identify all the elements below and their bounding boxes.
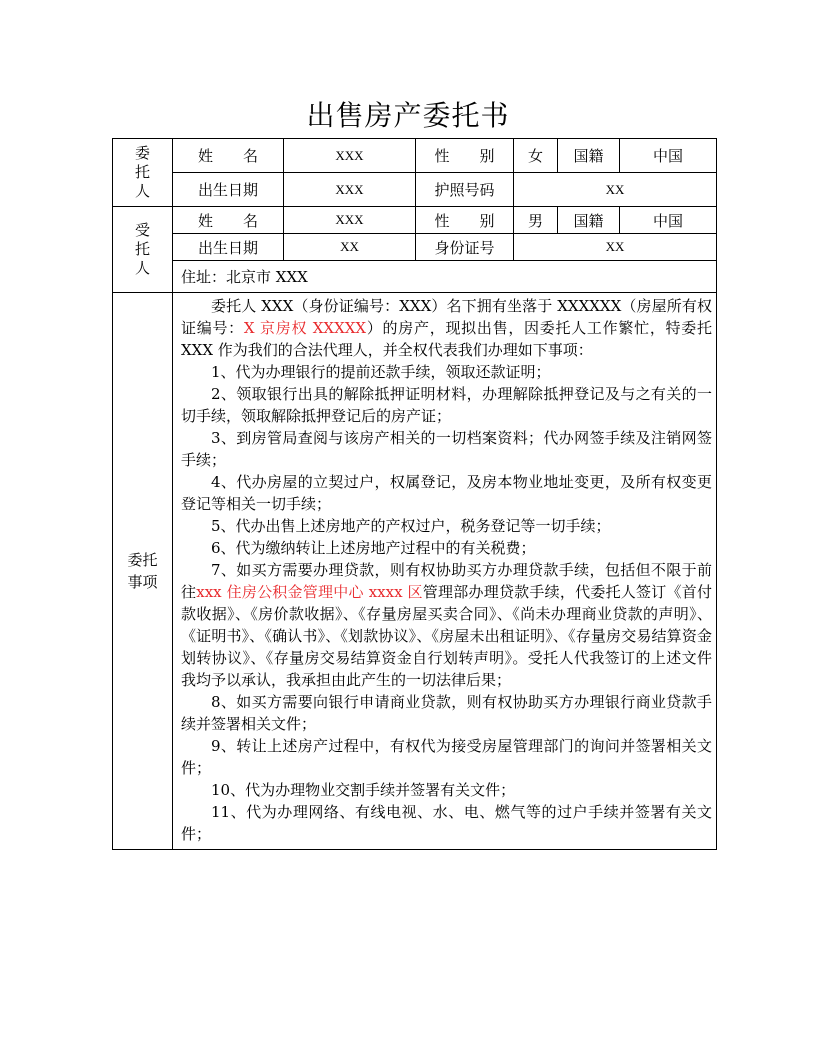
principal-name-value: XXX [284, 139, 416, 173]
matters-intro [181, 295, 712, 361]
agent-gender-value: 男 [514, 207, 558, 234]
agent-nationality-label: 国籍 [558, 207, 620, 234]
principal-nationality-value: 中国 [620, 139, 717, 173]
matter-item-10: 10、代为办理物业交割手续并签署有关文件； [211, 781, 516, 799]
matters-label-line: 委托 [127, 551, 158, 569]
matters-section-label [113, 293, 173, 850]
agent-birth-value: XX [284, 234, 416, 261]
agent-label-char: 托 [134, 240, 150, 258]
agent-birth-label: 出生日期 [173, 234, 284, 261]
principal-label-char: 委 [134, 144, 150, 162]
matter-item-6: 6、代为缴纳转让上述房地产过程中的有关税费； [211, 539, 536, 557]
matter-item-2: 2、领取银行出具的解除抵押证明材料，办理解除抵押登记及与之有关的一切手续，领取解除抵押登记后的房产证； [181, 385, 712, 425]
agent-id-label: 身份证号 [416, 234, 514, 261]
matter-item-11: 11、代为办理网络、有线电视、水、电、燃气等的过户手续并签署有关文件； [181, 803, 712, 843]
matter-item-8: 8、如买方需要向银行申请商业贷款，则有权协助买方办理银行商业贷款手续并签署相关文件； [181, 693, 712, 733]
principal-gender-label: 性 别 [416, 139, 514, 173]
principal-nationality-label: 国籍 [558, 139, 620, 173]
matter-item-1: 1、代为办理银行的提前还款手续，领取还款证明； [211, 363, 551, 381]
principal-gender-value: 女 [514, 139, 558, 173]
item7-text: 管理部办理贷款手续，代委托人签订《首付款收据》、《房价款收据》、《存量房屋买卖合同》、《尚未办理商业贷款的声明》、《证明书》、《确认书》、《划款协议》、《房屋未出租证明》、《存量房交易结算资金划转协议》、《存量房交易结算资金自行划转声明》。受托人代我签订的上述文件我均予以承认，我承担由此产生的一切法律后果； [181, 583, 712, 689]
agent-id-value: XX [514, 234, 717, 261]
agent-name-value: XXX [284, 207, 416, 234]
intro-highlight: X 京房权 XXXXX [243, 319, 367, 337]
principal-row-2 [113, 173, 717, 207]
agent-section-label [113, 207, 173, 293]
principal-label-char: 托 [134, 163, 150, 181]
item7-text: 7、如买方需要办理贷款，则有权协助买方办理贷款手续，包括但不限于前往 [181, 561, 712, 601]
intro-text: ）的房产，现拟出售，因委托人工作繁忙，特委托 XXX 作为我们的合法代理人，并全权代表我们办理如下事项： [181, 319, 712, 359]
agent-row-2 [113, 234, 717, 261]
matters-row [113, 293, 717, 850]
principal-name-label: 姓 名 [173, 139, 284, 173]
matters-content [173, 293, 717, 850]
agent-gender-label: 性 别 [416, 207, 514, 234]
principal-row-1 [113, 139, 717, 173]
principal-label-char: 人 [134, 182, 150, 200]
agent-name-label: 姓 名 [173, 207, 284, 234]
document-title: 出售房产委托书 [306, 99, 510, 132]
principal-birth-value: XXX [284, 173, 416, 207]
agent-address: 住址：北京市 XXX [173, 261, 717, 293]
principal-passport-value: XX [514, 173, 717, 207]
item7-highlight: xxx 住房公积金管理中心 xxxx 区 [196, 583, 423, 601]
agent-row-3 [113, 261, 717, 293]
agent-label-char: 人 [134, 259, 150, 277]
principal-passport-label: 护照号码 [416, 173, 514, 207]
matters-label-line: 事项 [127, 573, 158, 591]
agent-row-1 [113, 207, 717, 234]
intro-text: 委托人 XXX（身份证编号：XXX）名下拥有坐落于 XXXXXX（房屋所有权证编号： [181, 297, 712, 337]
entrustment-form-table [112, 138, 717, 850]
matter-item-9: 9、转让上述房产过程中，有权代为接受房屋管理部门的询问并签署相关文件； [181, 737, 712, 777]
principal-birth-label: 出生日期 [173, 173, 284, 207]
matter-item-7 [181, 559, 712, 691]
principal-section-label [113, 139, 173, 207]
agent-label-char: 受 [134, 221, 150, 239]
matter-item-5: 5、代办出售上述房地产的产权过户，税务登记等一切手续； [211, 517, 611, 535]
matter-item-4: 4、代办房屋的立契过户，权属登记，及房本物业地址变更，及所有权变更登记等相关一切手续； [181, 473, 712, 513]
agent-nationality-value: 中国 [620, 207, 717, 234]
matter-item-3: 3、到房管局查阅与该房产相关的一切档案资料；代办网签手续及注销网签手续； [181, 429, 712, 469]
